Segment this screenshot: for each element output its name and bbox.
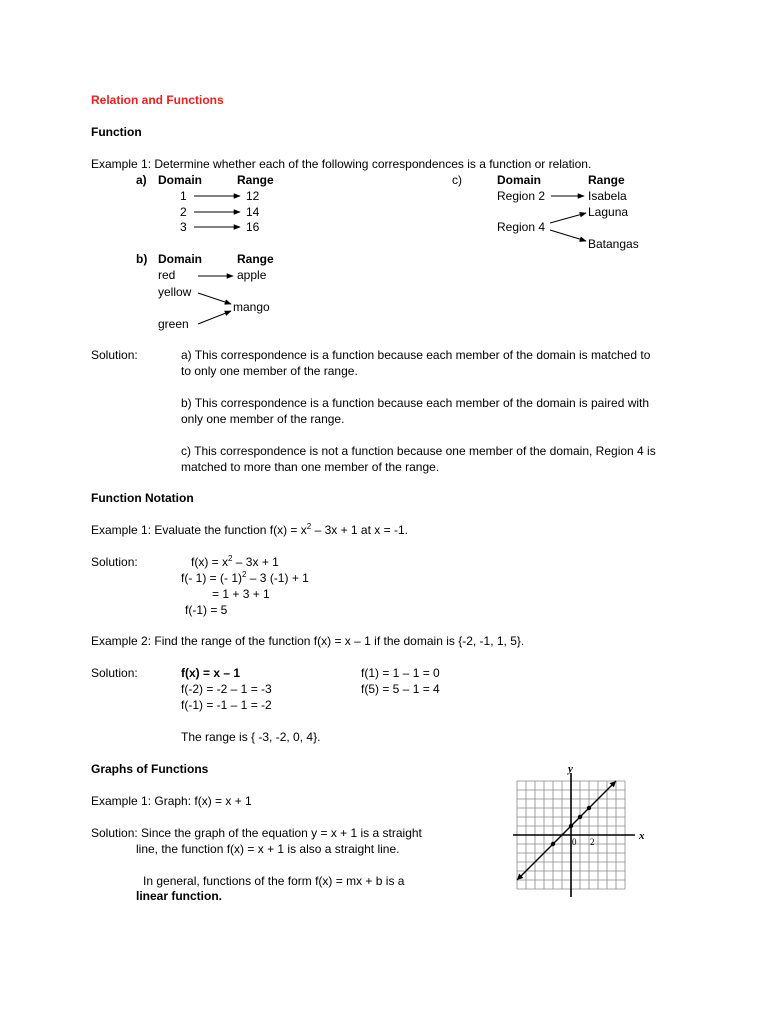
mapping-b-range-header: Range <box>237 252 274 266</box>
mapping-c-range-item: Batangas <box>588 237 639 251</box>
notation-example-1: Example 1: Evaluate the function $f(x) = x^2 - 3x + 1$ at x = -1. <box>91 522 408 537</box>
notation-ex1-solution-label: Solution: <box>91 555 138 569</box>
notation-ex1-step-2: f(- 1) = (- 1)$^2$ – 3 (-1) + 1 <box>181 570 309 585</box>
notation-ex2-right-1: f(1) = 1 – 1 = 0 <box>361 666 440 680</box>
mapping-a-range-header: Range <box>237 173 274 187</box>
mapping-c-label: c) <box>452 173 462 187</box>
tick-label: 2 <box>590 837 595 847</box>
notation-ex1-step-3: = 1 + 3 + 1 <box>212 587 270 601</box>
mapping-a-label: a) <box>136 173 147 187</box>
x-axis-label: x <box>639 830 645 842</box>
data-point <box>578 815 582 819</box>
notation-ex2-range: The range is { -3, -2, 0, 4}. <box>181 730 321 744</box>
mapping-b-domain-item: yellow <box>158 285 192 299</box>
mapping-b-label: b) <box>136 252 148 266</box>
mapping-a-domain-item: 3 <box>180 220 187 234</box>
notation-ex2-right-2: f(5) = 5 – 1 = 4 <box>361 682 440 696</box>
mapping-c-range-header: Range <box>588 173 625 187</box>
graphs-general: In general, functions of the form f(x) = mx + b is a <box>143 874 405 888</box>
solution-label: Solution: <box>91 348 138 362</box>
solution-a-line-2: to only one member of the range. <box>181 364 358 378</box>
mapping-c-range-item: Laguna <box>588 205 629 219</box>
notation-ex2-left-1: f(-2) = -2 – 1 = -3 <box>181 682 272 696</box>
mapping-a-range-item: 12 <box>246 189 260 203</box>
graphs-example-1: Example 1: Graph: f(x) = x + 1 <box>91 794 252 808</box>
section-heading-function-notation: Function Notation <box>91 491 194 505</box>
y-axis-label: y <box>568 763 573 775</box>
data-point <box>551 842 555 846</box>
series-line <box>517 781 616 880</box>
mapping-c-domain-header: Domain <box>497 173 542 187</box>
mapping-b-range-item: mango <box>233 300 270 314</box>
mapping-c-range-item: Isabela <box>588 189 627 203</box>
mapping-c-domain-item: Region 4 <box>497 220 546 234</box>
mapping-b-domain-header: Domain <box>158 252 203 266</box>
mapping-a-domain-item: 2 <box>180 205 187 219</box>
notation-example-2: Example 2: Find the range of the function f(x) = x – 1 if the domain is {-2, -1, 1, 5}. <box>91 634 525 648</box>
mapping-a-range-item: 14 <box>246 205 260 219</box>
solution-b-line-2: only one member of the range. <box>181 412 345 426</box>
data-point <box>569 824 573 828</box>
notation-ex1-step-1: $f(x) = x^2 - 3x + 1$ <box>191 554 279 569</box>
section-heading-graphs: Graphs of Functions <box>91 762 209 776</box>
example-1-prompt: Example 1: Determine whether each of the following correspondences is a function or relation. <box>91 157 592 171</box>
notation-ex2-left-2: f(-1) = -1 – 1 = -2 <box>181 698 272 712</box>
solution-a-line-1: a) This correspondence is a function because each member of the domain is matched to <box>181 348 651 362</box>
graphs-solution-line-2: line, the function f(x) = x + 1 is also a straight line. <box>136 842 400 856</box>
notation-ex2-solution-label: Solution: <box>91 666 138 680</box>
graphs-linear-function: linear function. <box>136 889 223 903</box>
mapping-c-domain-item: Region 2 <box>497 189 546 203</box>
notation-ex1-step-4: f(-1) = 5 <box>185 603 228 617</box>
data-point <box>587 806 591 810</box>
tick-label: 0 <box>572 837 577 847</box>
mapping-a-domain-header: Domain <box>158 173 203 187</box>
mapping-a-domain-item: 1 <box>180 189 187 203</box>
solution-b-line-1: b) This correspondence is a function because each member of the domain is paired with <box>181 396 650 410</box>
graphs-solution-line-1: Solution: Since the graph of the equation y = x + 1 is a straight <box>91 826 422 840</box>
section-heading-function: Function <box>91 125 142 139</box>
notation-ex2-fx: f(x) = x – 1 <box>181 666 241 680</box>
mapping-b-domain-item: green <box>158 317 189 331</box>
mapping-a-range-item: 16 <box>246 220 260 234</box>
page-title: Relation and Functions <box>91 93 224 107</box>
mapping-b-domain-item: red <box>158 268 176 282</box>
mapping-b-range-item: apple <box>237 268 267 282</box>
solution-c-line-1: c) This correspondence is not a function because one member of the domain, Region 4 is <box>181 444 656 458</box>
solution-c-line-2: matched to more than one member of the range. <box>181 460 440 474</box>
